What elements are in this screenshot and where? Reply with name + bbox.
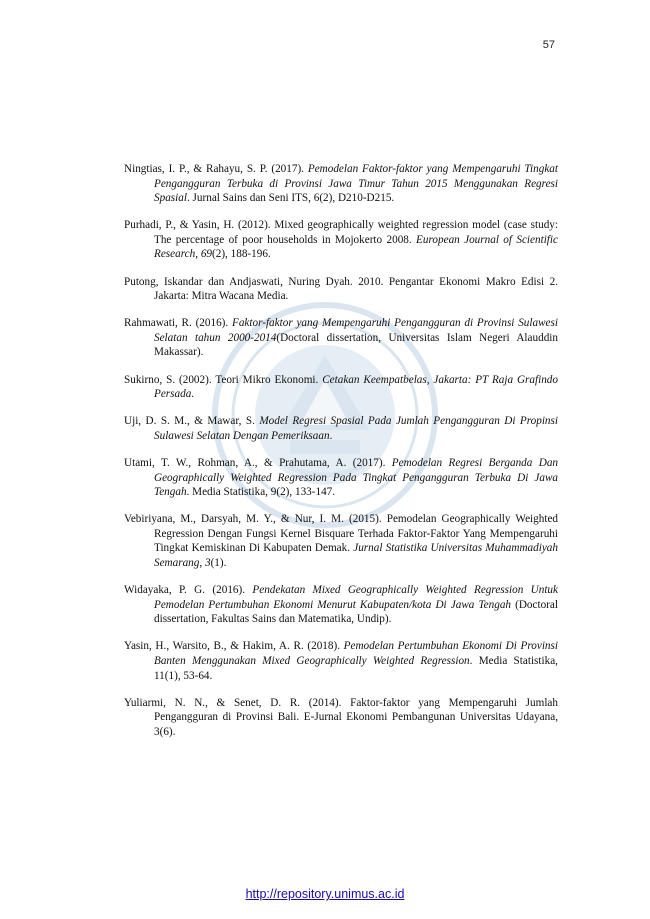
reference-text: (Doctoral dissertation, Universitas Islam Negeri Alauddin Makassar). bbox=[154, 331, 558, 359]
reference-text: Widayaka, P. G. (2016). bbox=[124, 584, 253, 597]
reference-text: Yasin, H., Warsito, B., & Hakim, A. R. (2018). bbox=[124, 640, 344, 653]
reference-text: , bbox=[195, 248, 201, 261]
reference-text: Yuliarmi, N. N., & Senet, D. R. (2014). Faktor-faktor yang Mempengaruhi Jumlah Pengangguran di Provinsi Bali. E-Jurnal Ekonomi Pembangunan Universitas Udayana, 3(6). bbox=[124, 696, 558, 738]
reference-text: Ningtias, I. P., & Rahayu, S. P. (2017). bbox=[124, 163, 308, 175]
reference-italic-text: Model Regresi Spasial Pada Jumlah Pengangguran Di Propinsi Sulawesi Selatan Dengan Pemeriksaan bbox=[154, 415, 558, 442]
reference-text: Rahmawati, R. (2016). bbox=[124, 317, 232, 330]
reference-entry bbox=[124, 639, 558, 683]
reference-entry bbox=[124, 275, 558, 304]
reference-text: Putong, Iskandar dan Andjaswati, Nuring Dyah. 2010. Pengantar Ekonomi Makro Edisi 2. Jakarta: Mitra Wacana Media. bbox=[124, 275, 558, 303]
page-number: 57 bbox=[542, 39, 555, 51]
reference-italic-text: Faktor-faktor yang Mempengaruhi Pengangguran di Provinsi Sulawesi Selatan tahun 2000-2014 bbox=[154, 317, 558, 344]
reference-italic-text: Pemodelan Faktor-faktor yang Mempengaruhi Tingkat Pengangguran Terbuka di Provinsi Jawa Timur Tahun 2015 Menggunakan Regresi Spasial bbox=[154, 163, 559, 205]
reference-entry bbox=[124, 583, 558, 627]
reference-text: Sukirno, S. (2002). Teori Mikro Ekonomi. bbox=[124, 373, 323, 386]
reference-entry bbox=[124, 162, 558, 206]
reference-entry bbox=[124, 218, 558, 262]
reference-text: . Media Statistika, 11(1), 53-64. bbox=[154, 654, 558, 682]
reference-italic-text: Cetakan Keempatbelas, Jakarta: PT Raja Grafindo Persada bbox=[154, 373, 558, 401]
reference-text: . bbox=[191, 388, 195, 401]
reference-entry bbox=[124, 373, 558, 402]
reference-text: . Jurnal Sains dan Seni ITS, 6(2), D210-D215. bbox=[186, 192, 395, 205]
reference-text: . bbox=[329, 429, 333, 442]
reference-italic-text: 69 bbox=[200, 248, 212, 261]
reference-italic-text: 3 bbox=[204, 556, 211, 569]
reference-entry bbox=[124, 414, 558, 443]
reference-text: , bbox=[199, 556, 205, 569]
reference-list bbox=[124, 162, 558, 752]
reference-entry bbox=[124, 512, 558, 570]
reference-text: Uji, D. S. M., & Mawar, S. bbox=[124, 415, 260, 428]
reference-italic-text: Jurnal Statistika Universitas Muhammadiyah Semarang bbox=[154, 542, 558, 569]
repository-link[interactable]: http://repository.unimus.ac.id bbox=[245, 887, 405, 901]
footer bbox=[0, 887, 650, 901]
reference-text: (1). bbox=[210, 556, 227, 569]
reference-text: Vebiriyana, M., Darsyah, M. Y., & Nur, I. M. (2015). Pemodelan Geographically Weighted Regression Dengan Fungsi Kernel Bisquare Terhada Faktor-Faktor Yang Mempengaruhi Tingkat Kemiskinan Di Kabupaten Demak. bbox=[124, 513, 558, 555]
reference-text: (2), 188-196. bbox=[212, 248, 271, 261]
reference-italic-text: Pendekatan Mixed Geographically Weighted Regression Untuk Pemodelan Pertumbuhan Ekonomi Menurut Kabupaten/kota Di Jawa Tengah bbox=[154, 584, 558, 611]
reference-entry bbox=[124, 316, 558, 360]
reference-italic-text: European Journal of Scientific Research bbox=[154, 233, 558, 261]
reference-italic-text: Pemodelan Regresi Berganda Dan Geographically Weighted Regression Pada Tingkat Pengangguran Terbuka Di Jawa Tengah bbox=[154, 456, 559, 499]
reference-text: (Doctoral dissertation, Fakultas Sains dan Matematika, Undip). bbox=[154, 598, 558, 626]
reference-italic-text: Pemodelan Pertumbuhan Ekonomi Di Provinsi Banten Menggunakan Mixed Geographically Weighted Regression bbox=[154, 640, 558, 667]
reference-text: . Media Statistika, 9(2), 133-147. bbox=[186, 486, 336, 499]
reference-entry bbox=[124, 456, 558, 500]
reference-entry bbox=[124, 696, 558, 740]
reference-text: Purhadi, P., & Yasin, H. (2012). Mixed geographically weighted regression model (case study: The percentage of poor households in Mojokerto 2008. bbox=[124, 219, 558, 246]
reference-text: Utami, T. W., Rohman, A., & Prahutama, A. (2017). bbox=[124, 456, 392, 469]
